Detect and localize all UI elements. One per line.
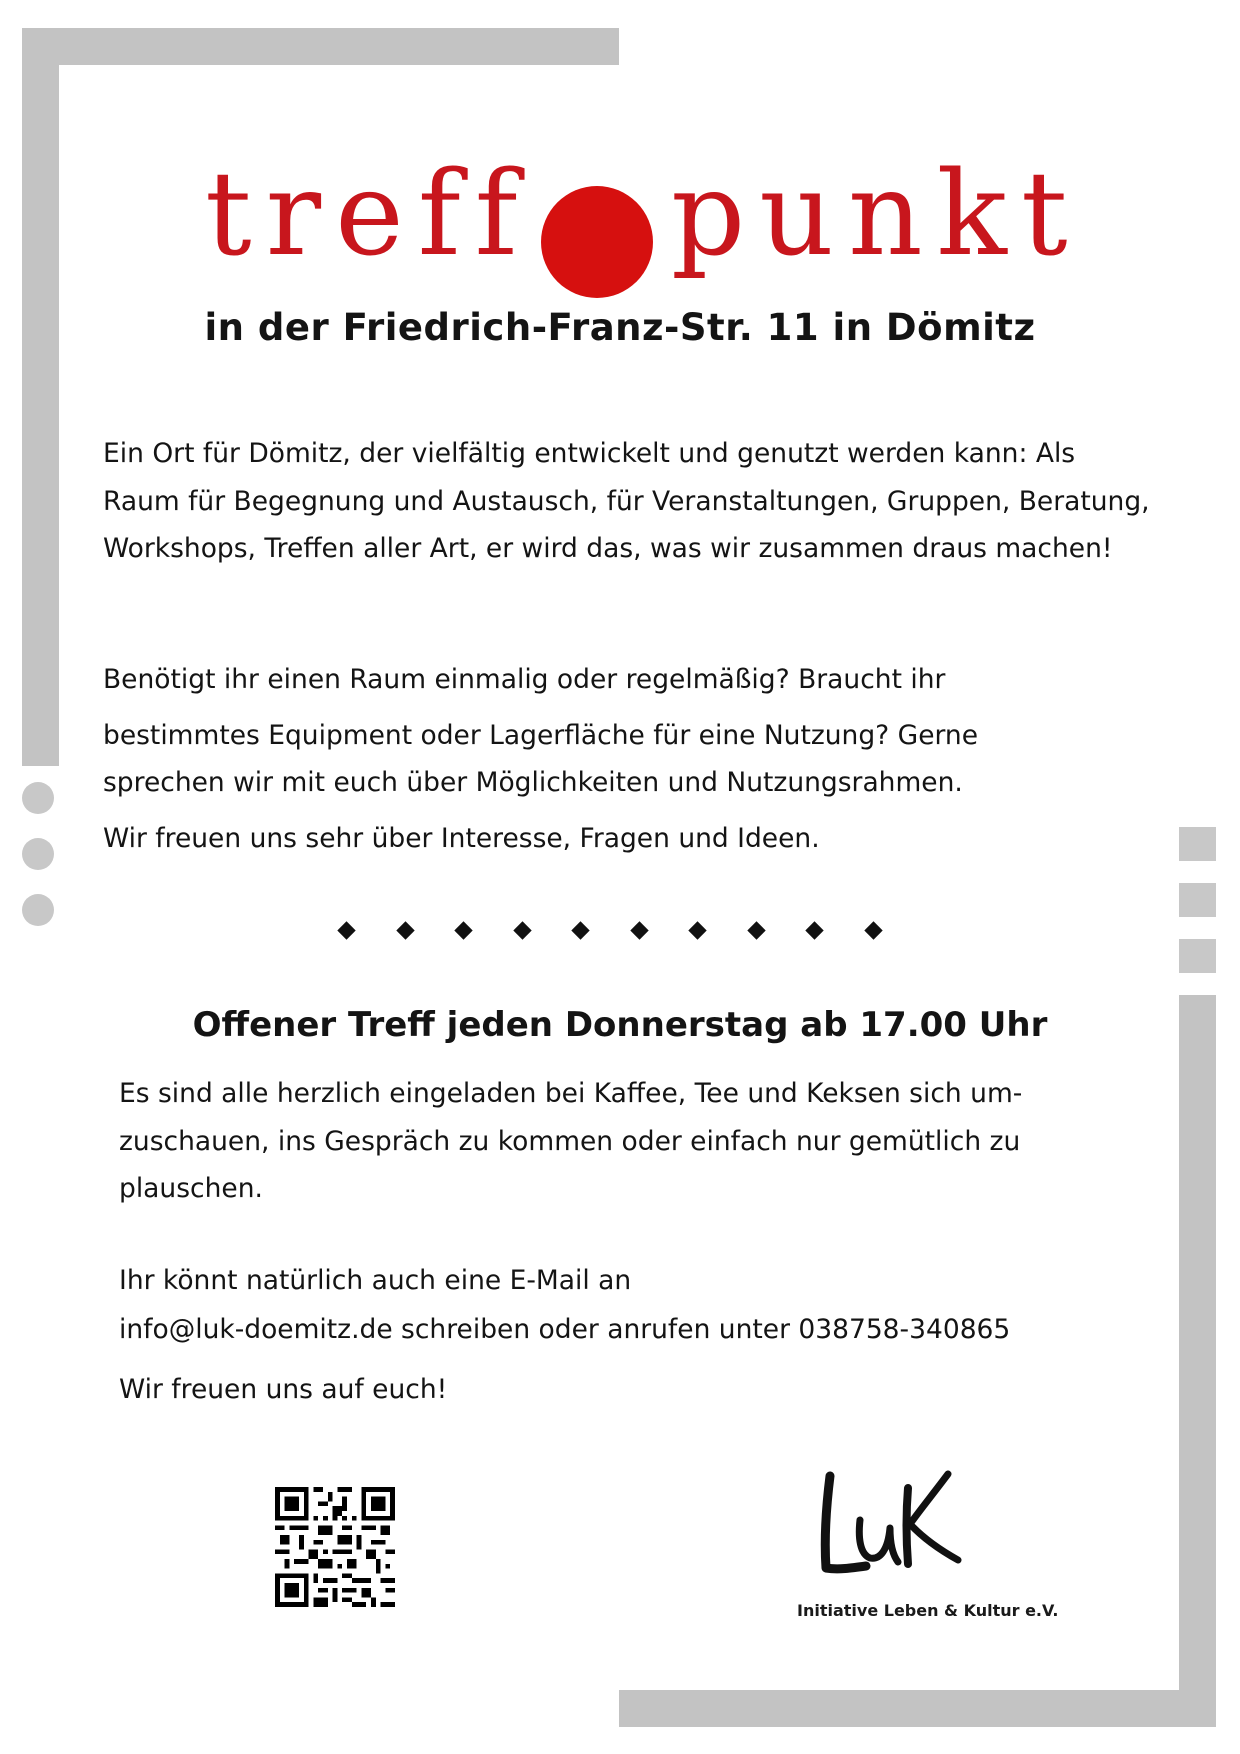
- decorative-square: [1179, 883, 1216, 917]
- organization-name: Initiative Leben & Kultur e.V.: [797, 1601, 1059, 1620]
- diamond-icon: [454, 921, 472, 939]
- frame-bottom-bar: [619, 1690, 1216, 1727]
- offer-line: sprechen wir mit euch über Möglichkeiten und Nutzungsrahmen.: [103, 767, 963, 798]
- diamond-icon: [747, 921, 765, 939]
- contact-line: Ihr könnt natürlich auch eine E-Mail an: [119, 1265, 632, 1296]
- offer-line: Benötigt ihr einen Raum einmalig oder regelmäßig? Braucht ihr: [103, 664, 946, 695]
- diamond-icon: [337, 921, 355, 939]
- decorative-square: [1179, 827, 1216, 861]
- logo-word-treff: treff: [205, 147, 532, 282]
- diamond-icon: [396, 921, 414, 939]
- decorative-square: [1179, 939, 1216, 973]
- diamond-icon: [630, 921, 648, 939]
- offer-line: Wir freuen uns sehr über Interesse, Fragen und Ideen.: [103, 823, 820, 854]
- decorative-dot: [22, 894, 54, 926]
- contact-line: info@luk-doemitz.de schreiben oder anrufen unter 038758-340865: [119, 1314, 1011, 1345]
- diamond-icon: [689, 921, 707, 939]
- offer-line: bestimmtes Equipment oder Lagerfläche für eine Nutzung? Gerne: [103, 720, 979, 751]
- diamond-icon: [864, 921, 882, 939]
- diamond-icon: [513, 921, 531, 939]
- logo-word-punkt: punkt: [671, 147, 1082, 282]
- open-meeting-heading: Offener Treff jeden Donnerstag ab 17.00 Uhr: [192, 1005, 1048, 1045]
- closing-line: Wir freuen uns auf euch!: [119, 1374, 448, 1405]
- address-heading: in der Friedrich-Franz-Str. 11 in Dömitz: [204, 306, 1036, 349]
- diamond-divider: [340, 918, 880, 942]
- frame-right-bar: [1179, 995, 1216, 1727]
- red-dot-icon: [541, 186, 653, 298]
- diamond-icon: [806, 921, 824, 939]
- luk-logo-mark: [808, 1468, 968, 1588]
- diamond-icon: [571, 921, 589, 939]
- frame-top-bar: [22, 28, 619, 65]
- frame-left-bar: [22, 28, 59, 766]
- intro-paragraph: Ein Ort für Dömitz, der vielfältig entwickelt und genutzt werden kann: Als Raum für Begegnung und Austausch, für Veranstaltungen, Gruppen, Beratung, Workshops, Treffen aller Art, er wird das, was wir zusammen draus machen!: [103, 438, 1150, 564]
- treffpunkt-logo: [205, 140, 1082, 290]
- qr-code-icon: [275, 1487, 395, 1607]
- decorative-dot: [22, 782, 54, 814]
- decorative-dot: [22, 838, 54, 870]
- open-meeting-text: Es sind alle herzlich eingeladen bei Kaffee, Tee und Keksen sich um-zuschauen, ins Gespräch zu kommen oder einfach nur gemütlich zu plauschen.: [119, 1078, 1023, 1204]
